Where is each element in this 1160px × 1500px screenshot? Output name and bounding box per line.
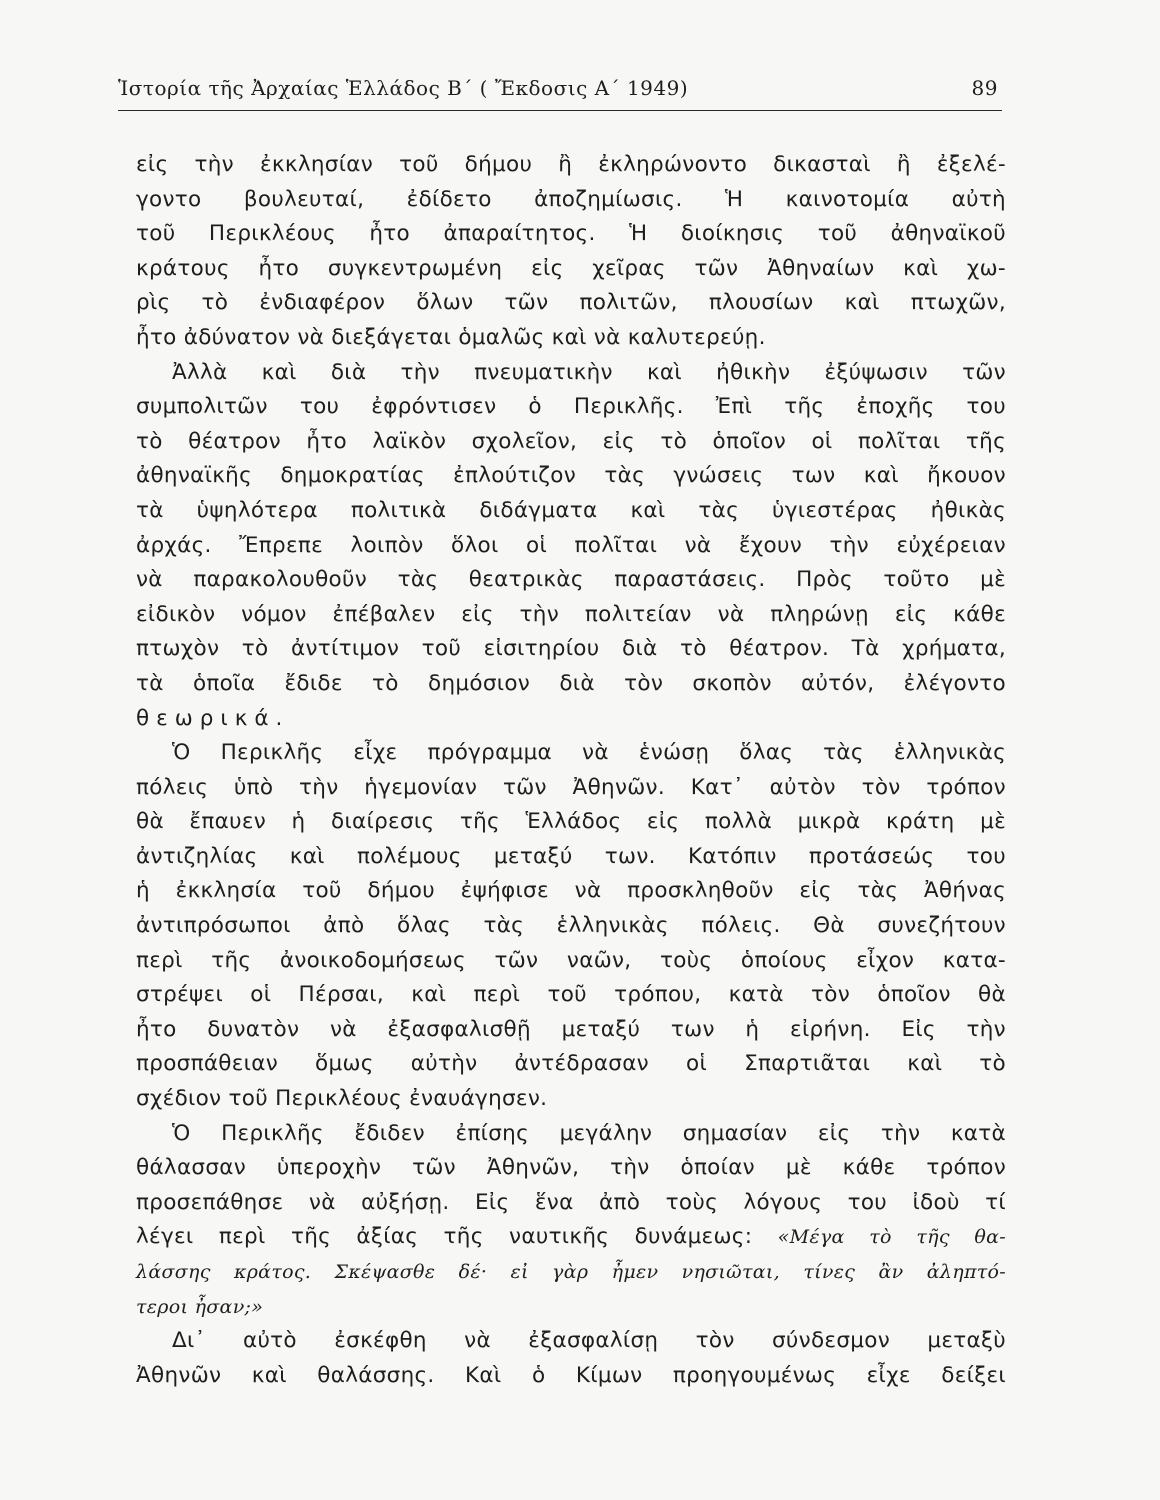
text-line-part: λέγει περὶ τῆς ἀξίας τῆς ναυτικῆς δυνάμεως: — [136, 1224, 753, 1250]
text-line: τὸ θέατρον ἦτο λαϊκὸν σχολεῖον, εἰς τὸ ὁποῖον οἱ πολῖται τῆς — [136, 428, 1006, 454]
text-line: ἀντιζηλίας καὶ πολέμους μεταξύ των. Κατόπιν προτάσεώς του — [136, 843, 1006, 869]
paragraph-start: Ἀλλὰ καὶ διὰ τὴν πνευματικὴν καὶ ἠθικὴν ἐξύψωσιν τῶν — [172, 359, 1006, 385]
quote-line: τεροι ἦσαν;» — [136, 1295, 264, 1318]
text-line — [136, 1220, 1006, 1255]
text-line: ἀθηναϊκῆς δημοκρατίας ἐπλούτιζον τὰς γνώσεις των καὶ ἤκουον — [136, 463, 1006, 489]
text-line: ἦτο ἀδύνατον νὰ διεξάγεται ὁμαλῶς καὶ νὰ καλυτερεύῃ. — [136, 324, 766, 350]
text-line — [136, 1290, 1006, 1325]
text-line: εἰς τὴν ἐκκλησίαν τοῦ δήμου ἢ ἐκληρώνοντο δικασταὶ ἢ ἐξελέ- — [136, 152, 1006, 177]
quote-line: λάσσης κράτος. Σκέψασθε δέ· εἰ γὰρ ἦμεν νησιῶται, τίνες ἂν ἀληπτό- — [136, 1261, 1006, 1283]
text-line: ρὶς τὸ ἐνδιαφέρον ὅλων τῶν πολιτῶν, πλουσίων καὶ πτωχῶν, — [136, 290, 1006, 316]
text-line: συμπολιτῶν του ἐφρόντισεν ὁ Περικλῆς. Ἐπὶ τῆς ἐποχῆς του — [136, 394, 1006, 420]
text-line: θὰ ἔπαυεν ἡ διαίρεσις τῆς Ἑλλάδος εἰς πολλὰ μικρὰ κράτη μὲ — [136, 809, 1006, 835]
text-line: ἀρχάς. Ἔπρεπε λοιπὸν ὅλοι οἱ πολῖται νὰ ἔχουν τὴν εὐχέρειαν — [136, 532, 1006, 558]
text-line: τὰ ὁποῖα ἔδιδε τὸ δημόσιον διὰ τὸν σκοπὸν αὐτόν, ἐλέγοντο — [136, 670, 1006, 696]
text-line: Ἀθηνῶν καὶ θαλάσσης. Καὶ ὁ Κίμων προηγουμένως εἶχε δείξει — [136, 1362, 1006, 1388]
text-line: ἦτο δυνατὸν νὰ ἐξασφαλισθῇ μεταξύ των ἡ εἰρήνη. Εἰς τὴν — [136, 1016, 1006, 1042]
text-line: θεωρικά. — [136, 705, 290, 731]
text-line: πόλεις ὑπὸ τὴν ἡγεμονίαν τῶν Ἀθηνῶν. Κατ᾿ αὐτὸν τὸν τρόπον — [136, 774, 1006, 800]
body-text — [136, 148, 1006, 1393]
text-line: ἀντιπρόσωποι ἀπὸ ὅλας τὰς ἑλληνικὰς πόλεις. Θὰ συνεζήτουν — [136, 913, 1006, 939]
quote-part: «Μέγα τὸ τῆς θα- — [777, 1226, 1006, 1249]
text-line: θάλασσαν ὑπεροχὴν τῶν Ἀθηνῶν, τὴν ὁποίαν μὲ κάθε τρόπον — [136, 1155, 1006, 1181]
running-title: Ἱστορία τῆς Ἀρχαίας Ἑλλάδος Β΄ ( Ἔκδοσις Α΄ 1949) — [118, 76, 689, 100]
text-line: στρέψει οἱ Πέρσαι, καὶ περὶ τοῦ τρόπου, κατὰ τὸν ὁποῖον θὰ — [136, 982, 1006, 1008]
paragraph-start: Δι᾿ αὐτὸ ἐσκέφθη νὰ ἐξασφαλίσῃ τὸν σύνδεσμον μεταξὺ — [172, 1328, 1006, 1354]
text-line — [136, 1255, 1006, 1290]
text-line: κράτους ἦτο συγκεντρωμένη εἰς χεῖρας τῶν Ἀθηναίων καὶ χω- — [136, 255, 1006, 281]
text-line: σχέδιον τοῦ Περικλέους ἐναυάγησεν. — [136, 1086, 548, 1112]
text-line: ἡ ἐκκλησία τοῦ δήμου ἐψήφισε νὰ προσκληθοῦν εἰς τὰς Ἀθήνας — [136, 878, 1006, 904]
text-line: τοῦ Περικλέους ἦτο ἀπαραίτητος. Ἡ διοίκησις τοῦ ἀθηναϊκοῦ — [136, 221, 1006, 247]
paragraph-start: Ὁ Περικλῆς ἔδιδεν ἐπίσης μεγάλην σημασίαν εἰς τὴν κατὰ — [172, 1120, 1006, 1146]
page-header — [118, 72, 998, 108]
text-line: περὶ τῆς ἀνοικοδομήσεως τῶν ναῶν, τοὺς ὁποίους εἶχον κατα- — [136, 947, 1006, 973]
paragraph-start: Ὁ Περικλῆς εἶχε πρόγραμμα νὰ ἑνώσῃ ὅλας τὰς ἑλληνικὰς — [172, 740, 1006, 766]
text-line: εἰδικὸν νόμον ἐπέβαλεν εἰς τὴν πολιτείαν νὰ πληρώνῃ εἰς κάθε — [136, 601, 1006, 627]
text-line: γοντο βουλευταί, ἐδίδετο ἀποζημίωσις. Ἡ καινοτομία αὐτὴ — [136, 186, 1006, 212]
page-number: 89 — [971, 76, 998, 100]
text-line: πτωχὸν τὸ ἀντίτιμον τοῦ εἰσιτηρίου διὰ τὸ θέατρον. Τὰ χρήματα, — [136, 636, 1006, 662]
text-line: προσεπάθησε νὰ αὐξήσῃ. Εἰς ἕνα ἀπὸ τοὺς λόγους του ἰδοὺ τί — [136, 1189, 1006, 1215]
text-line: νὰ παρακολουθοῦν τὰς θεατρικὰς παραστάσεις. Πρὸς τοῦτο μὲ — [136, 567, 1006, 593]
text-line: τὰ ὑψηλότερα πολιτικὰ διδάγματα καὶ τὰς ὑγιεστέρας ἠθικὰς — [136, 497, 1006, 523]
header-rule — [118, 110, 1002, 111]
text-line: προσπάθειαν ὅμως αὐτὴν ἀντέδρασαν οἱ Σπαρτιᾶται καὶ τὸ — [136, 1051, 1006, 1077]
